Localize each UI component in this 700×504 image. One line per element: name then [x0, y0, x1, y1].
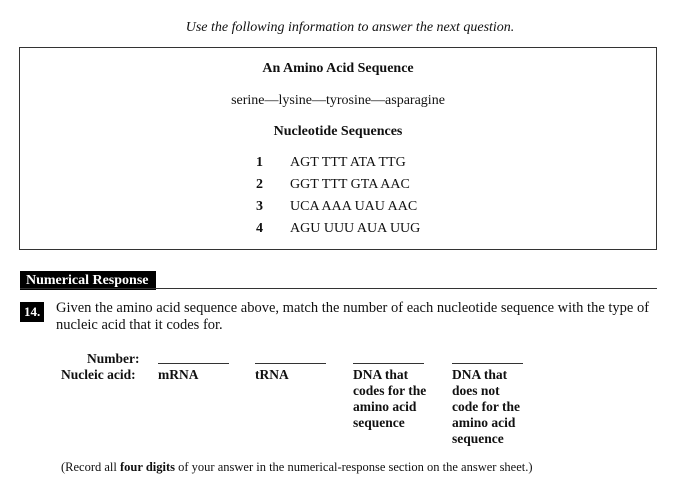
nucleotide-row: [256, 177, 420, 199]
nucleotide-row: [256, 221, 420, 243]
intro-instruction: Use the following information to answer the next question.: [185, 20, 515, 35]
nucleotide-sequence: UCA AAA UAU AAC: [290, 199, 418, 214]
nucleotide-list: [256, 155, 420, 243]
option-mrna: mRNA: [158, 367, 199, 382]
nucleotide-number: 1: [256, 155, 263, 170]
nucleotide-row: [256, 155, 420, 177]
nucleotide-number: 4: [256, 221, 263, 236]
amino-acid-title: An Amino Acid Sequence: [262, 61, 414, 76]
option-coding-dna: DNA that codes for the amino acid sequence: [353, 367, 427, 430]
number-label: Number:: [87, 351, 140, 366]
amino-acid-sequence: serine—lysine—tyrosine—asparagine: [231, 93, 445, 108]
option-noncoding-dna: DNA that does not code for the amino acid sequence: [452, 367, 520, 446]
information-box: [19, 47, 657, 250]
nucleotide-row: [256, 199, 420, 221]
nucleotide-title: Nucleotide Sequences: [273, 124, 403, 139]
answer-blank-4[interactable]: [452, 363, 523, 364]
question-number: 14.: [20, 302, 44, 322]
record-instruction: [61, 460, 533, 475]
nucleotide-sequence: AGT TTT ATA TTG: [290, 155, 406, 170]
footer-prefix: (Record all: [61, 460, 121, 474]
section-divider: [20, 288, 657, 289]
nucleotide-number: 2: [256, 177, 263, 192]
nucleotide-number: 3: [256, 199, 263, 214]
question-text: Given the amino acid sequence above, match the number of each nucleotide sequence with the type of nucleic acid that it codes for.: [56, 300, 650, 333]
nucleic-acid-label: Nucleic acid:: [61, 367, 136, 382]
answer-blank-1[interactable]: [158, 363, 229, 364]
option-trna: tRNA: [255, 367, 289, 382]
footer-suffix: of your answer in the numerical-response section on the answer sheet.): [175, 460, 533, 474]
nucleotide-sequence: GGT TTT GTA AAC: [290, 177, 410, 192]
answer-blank-2[interactable]: [255, 363, 326, 364]
footer-bold: four digits: [120, 460, 176, 474]
nucleotide-sequence: AGU UUU AUA UUG: [290, 221, 421, 236]
section-label: Numerical Response: [20, 271, 156, 290]
answer-blank-3[interactable]: [353, 363, 424, 364]
